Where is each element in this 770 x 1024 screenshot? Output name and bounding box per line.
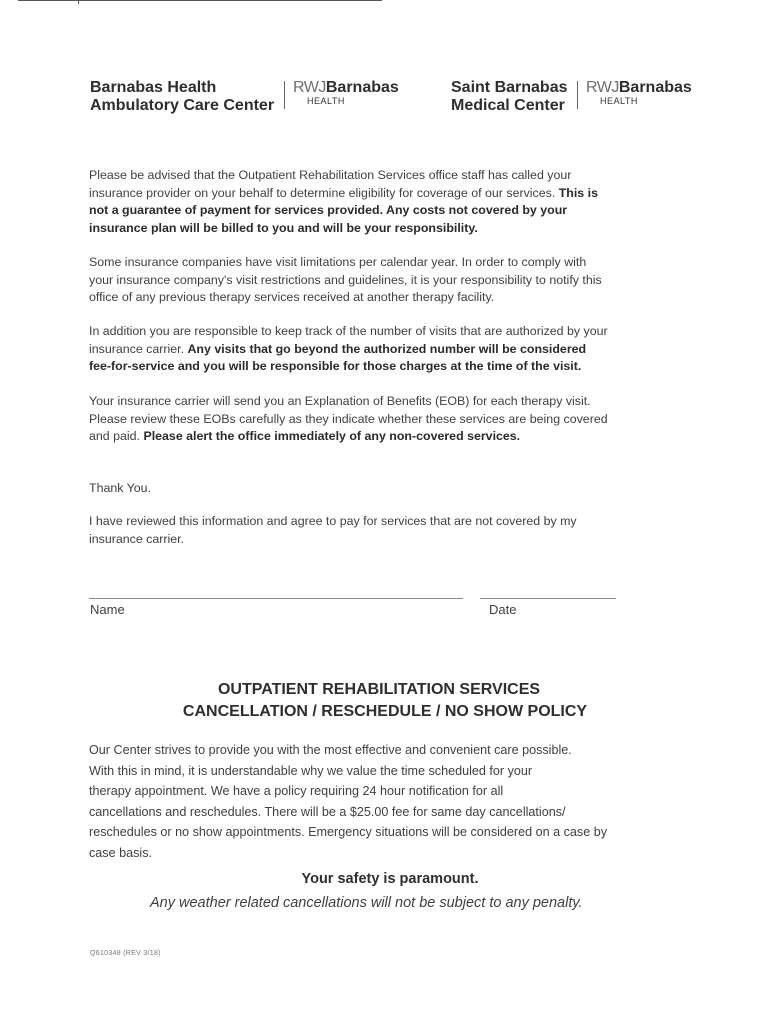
text-line: your insurance company's visit restrictions and guidelines, it is your responsibility to notify this [89,272,602,287]
weather-statement: Any weather related cancellations will not be subject to any penalty. [150,895,583,911]
text-line: Some insurance companies have visit limitations per calendar year. In order to comply with [89,255,587,269]
text-line: With this in mind, it is understandable why we value the time scheduled for your [89,763,533,778]
bold-text-run: This is [558,185,598,200]
text-line: In addition you are responsible to keep track of the number of visits that are authorized by your [89,324,608,338]
bold-text-line: insurance plan will be billed to you and will be your responsibility. [89,220,478,235]
name-label: Name [90,602,125,617]
text-line: Please be advised that the Outpatient Rehabilitation Services office staff has called your [89,168,572,182]
logo-subtitle: HEALTH [307,96,345,106]
logo-subtitle: HEALTH [600,96,638,106]
text-line: reschedules or no show appointments. Emergency situations will be considered on a case by [89,825,608,840]
logo-divider [284,81,285,109]
text-line: therapy appointment. We have a policy requiring 24 hour notification for all [89,784,504,799]
scan-edge-tick [78,0,79,4]
bold-text-line: not a guarantee of payment for services provided. Any costs not covered by your [89,203,568,218]
eligibility-paragraph [89,167,701,237]
left-org-line1: Barnabas Health [90,79,217,96]
bold-text-run: Any visits that go beyond the authorized number will be considered [187,341,587,356]
left-org-line2: Ambulatory Care Center [90,97,275,114]
text-line: case basis. [89,845,152,860]
policy-title-line1: OUTPATIENT REHABILITATION SERVICES [217,681,541,698]
text-line: cancellations and reschedules. There will be a $25.00 fee for same day cancellations/ [89,804,566,819]
text-line: Please review these EOBs carefully as they indicate whether these services are being covered [89,411,608,426]
right-org-line2: Medical Center [451,97,565,114]
text-line: Our Center strives to provide you with the most effective and convenient care possible. [89,743,572,757]
cancellation-policy-paragraph [89,740,689,864]
text-run: insurance carrier. [89,341,188,356]
safety-statement: Your safety is paramount. [301,871,479,887]
text-line: Your insurance carrier will send you an Explanation of Benefits (EOB) for each therapy visit. [89,394,591,408]
logo-prefix: RWJ [293,79,326,96]
text-line: I have reviewed this information and agree to pay for services that are not covered by my [89,514,577,528]
logo-divider [577,81,578,109]
scan-edge-line [18,0,382,1]
text-line [89,428,701,446]
visit-limitations-paragraph [89,254,701,307]
logo-name: Barnabas [618,79,692,96]
text-line: insurance carrier. [89,531,185,546]
form-code: Q610348 (REV 3/18) [90,950,161,957]
ambulatory-care-center-name [90,79,274,115]
text-line [89,341,701,359]
text-line: office of any previous therapy services received at another therapy facility. [89,290,495,305]
medical-center-name [451,79,567,115]
date-signature-line[interactable] [480,598,616,599]
eob-paragraph [89,393,701,446]
date-label: Date [489,602,517,617]
text-line [89,185,701,203]
thank-you-text: Thank You. [89,481,152,495]
logo-name: Barnabas [325,79,399,96]
authorized-visits-paragraph [89,323,701,376]
name-signature-line[interactable] [89,598,463,599]
text-run: and paid. [89,429,144,444]
logo-prefix: RWJ [586,79,619,96]
agreement-statement [89,513,701,548]
bold-text-line: fee-for-service and you will be responsible for those charges at the time of the visit. [89,359,582,374]
policy-title-line2: CANCELLATION / RESCHEDULE / NO SHOW POLICY [182,703,588,720]
bold-text-run: Please alert the office immediately of any non-covered services. [143,429,521,444]
text-run: insurance provider on your behalf to determine eligibility for coverage of our services. [89,185,559,200]
right-org-line1: Saint Barnabas [451,79,568,96]
